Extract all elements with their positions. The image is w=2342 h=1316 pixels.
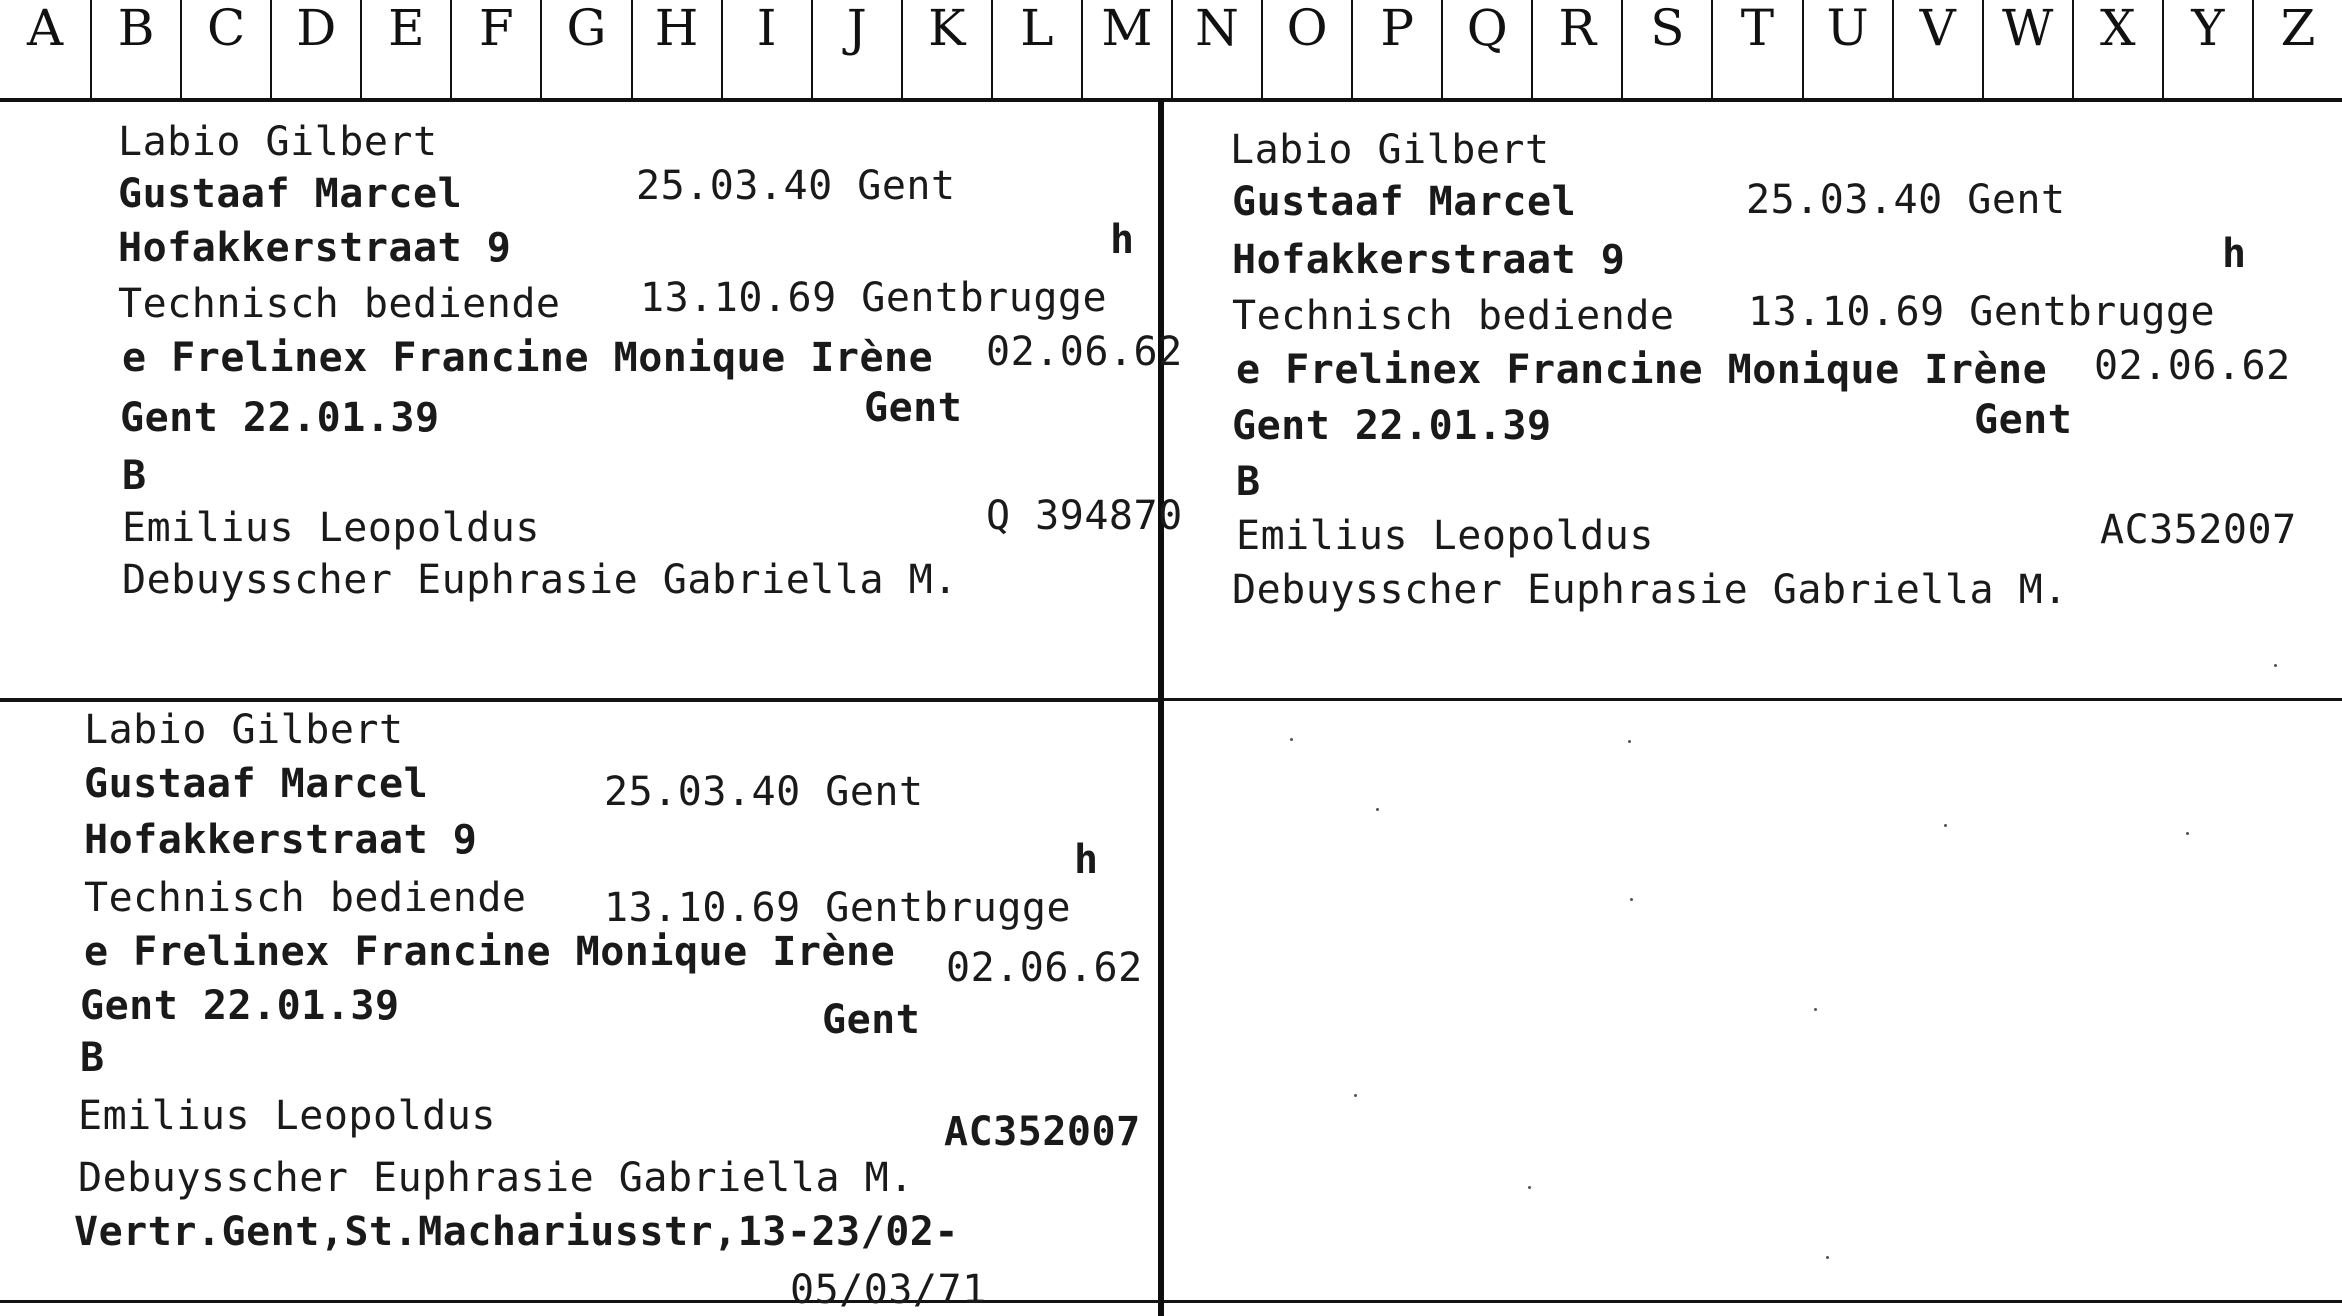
index-letter-label: N bbox=[1195, 0, 1239, 57]
card-h-mark: h bbox=[2222, 231, 2247, 277]
card-name: Labio Gilbert bbox=[118, 119, 438, 165]
card-mother: Debuysscher Euphrasie Gabriella M. bbox=[1232, 567, 2068, 613]
card-given-names: Gustaaf Marcel bbox=[1232, 179, 1577, 225]
index-letter-h bbox=[631, 0, 721, 98]
card-occupation: Technisch bediende bbox=[1232, 293, 1675, 339]
card-spouse-place: Gent bbox=[1974, 397, 2073, 443]
index-letter-label: K bbox=[928, 0, 966, 57]
card-letter: B bbox=[122, 453, 147, 499]
index-letter-w bbox=[1982, 0, 2072, 98]
card-h-mark: h bbox=[1110, 217, 1135, 263]
index-letter-b bbox=[90, 0, 180, 98]
index-letter-label: G bbox=[566, 0, 607, 57]
index-letter-p bbox=[1351, 0, 1441, 98]
card-mother: Debuysscher Euphrasie Gabriella M. bbox=[78, 1155, 914, 1201]
index-letter-label: A bbox=[26, 0, 64, 57]
card-occupation: Technisch bediende bbox=[84, 875, 527, 921]
card-name: Labio Gilbert bbox=[84, 707, 404, 753]
card-occupation: Technisch bediende bbox=[118, 281, 561, 327]
card-spouse: e Frelinex Francine Monique Irène bbox=[1236, 347, 2048, 393]
index-letter-label: D bbox=[296, 0, 337, 57]
index-letter-label: T bbox=[1740, 0, 1775, 57]
card-id: Q 394870 bbox=[986, 493, 1183, 539]
index-letter-label: H bbox=[654, 0, 699, 57]
index-letter-x bbox=[2072, 0, 2162, 98]
card-spouse-birth: Gent 22.01.39 bbox=[120, 395, 440, 441]
card-given-names: Gustaaf Marcel bbox=[84, 761, 429, 807]
index-letter-g bbox=[540, 0, 630, 98]
card-given-names: Gustaaf Marcel bbox=[118, 171, 463, 217]
index-letter-t bbox=[1711, 0, 1801, 98]
card-divider-horizontal-left bbox=[0, 698, 1160, 702]
index-letter-v bbox=[1892, 0, 1982, 98]
index-letter-label: R bbox=[1558, 0, 1597, 57]
index-letter-label: S bbox=[1650, 0, 1685, 57]
index-letter-label: E bbox=[388, 0, 425, 57]
index-letter-a bbox=[0, 0, 90, 98]
card-birth: 25.03.40 Gent bbox=[604, 769, 924, 815]
index-letter-i bbox=[721, 0, 811, 98]
card-date: 13.10.69 Gentbrugge bbox=[604, 885, 1072, 931]
index-letter-l bbox=[991, 0, 1081, 98]
card-spouse-date: 02.06.62 bbox=[2094, 343, 2291, 389]
index-letter-label: M bbox=[1101, 0, 1153, 57]
index-letter-label: I bbox=[756, 0, 777, 57]
index-letter-label: W bbox=[2002, 0, 2054, 57]
index-letter-label: B bbox=[117, 0, 155, 57]
index-letter-d bbox=[270, 0, 360, 98]
index-letter-y bbox=[2162, 0, 2252, 98]
index-letter-label: L bbox=[1020, 0, 1054, 57]
index-letter-label: X bbox=[2099, 0, 2136, 57]
index-letter-k bbox=[901, 0, 991, 98]
card-street: Hofakkerstraat 9 bbox=[118, 225, 512, 271]
card-spouse-birth: Gent 22.01.39 bbox=[80, 983, 400, 1029]
card-mother: Debuysscher Euphrasie Gabriella M. bbox=[122, 557, 958, 603]
card-divider-vertical bbox=[1158, 98, 1164, 1316]
card-birth: 25.03.40 Gent bbox=[1746, 177, 2066, 223]
card-father: Emilius Leopoldus bbox=[122, 505, 540, 551]
card-bottom-edge-right bbox=[1164, 1300, 2342, 1303]
card-spouse: e Frelinex Francine Monique Irène bbox=[122, 335, 934, 381]
card-spouse-place: Gent bbox=[864, 385, 963, 431]
card-father: Emilius Leopoldus bbox=[78, 1093, 496, 1139]
index-letter-j bbox=[811, 0, 901, 98]
card-birth: 25.03.40 Gent bbox=[636, 163, 956, 209]
card-spouse-date: 02.06.62 bbox=[946, 945, 1143, 991]
card-spouse-birth: Gent 22.01.39 bbox=[1232, 403, 1552, 449]
card-street: Hofakkerstraat 9 bbox=[84, 817, 478, 863]
card-letter: B bbox=[1236, 459, 1261, 505]
index-letter-c bbox=[180, 0, 270, 98]
index-letter-label: U bbox=[1826, 0, 1869, 57]
index-letter-f bbox=[450, 0, 540, 98]
card-father: Emilius Leopoldus bbox=[1236, 513, 1654, 559]
card-id: AC352007 bbox=[2100, 507, 2297, 553]
index-letter-label: Z bbox=[2280, 0, 2316, 57]
card-spouse-place: Gent bbox=[822, 997, 921, 1043]
index-letter-s bbox=[1621, 0, 1711, 98]
index-letter-q bbox=[1441, 0, 1531, 98]
index-strip-rule bbox=[0, 98, 2342, 102]
index-letter-label: Q bbox=[1466, 0, 1508, 57]
index-letter-label: F bbox=[479, 0, 514, 57]
index-letter-u bbox=[1802, 0, 1892, 98]
index-letter-m bbox=[1081, 0, 1171, 98]
card-name: Labio Gilbert bbox=[1230, 127, 1550, 173]
card-note-date: 05/03/71 bbox=[790, 1267, 987, 1313]
index-letter-label: C bbox=[207, 0, 246, 57]
index-letter-z bbox=[2252, 0, 2342, 98]
card-street: Hofakkerstraat 9 bbox=[1232, 237, 1626, 283]
card-spouse: e Frelinex Francine Monique Irène bbox=[84, 929, 896, 975]
card-h-mark: h bbox=[1074, 837, 1099, 883]
card-note: Vertr.Gent,St.Machariusstr,13-23/02- bbox=[74, 1209, 959, 1255]
card-date: 13.10.69 Gentbrugge bbox=[1748, 289, 2216, 335]
index-letter-n bbox=[1171, 0, 1261, 98]
index-letter-label: J bbox=[846, 0, 867, 57]
card-date: 13.10.69 Gentbrugge bbox=[640, 275, 1108, 321]
index-letter-e bbox=[360, 0, 450, 98]
index-letter-o bbox=[1261, 0, 1351, 98]
card-id: AC352007 bbox=[944, 1109, 1141, 1155]
card-letter: B bbox=[80, 1035, 105, 1081]
card-divider-horizontal-right bbox=[1164, 698, 2342, 701]
index-letter-label: P bbox=[1380, 0, 1414, 57]
card-spouse-date: 02.06.62 bbox=[986, 329, 1183, 375]
index-letter-label: V bbox=[1919, 0, 1956, 57]
index-letter-r bbox=[1531, 0, 1621, 98]
index-letter-label: Y bbox=[2191, 0, 2225, 57]
index-letter-label: O bbox=[1286, 0, 1328, 57]
